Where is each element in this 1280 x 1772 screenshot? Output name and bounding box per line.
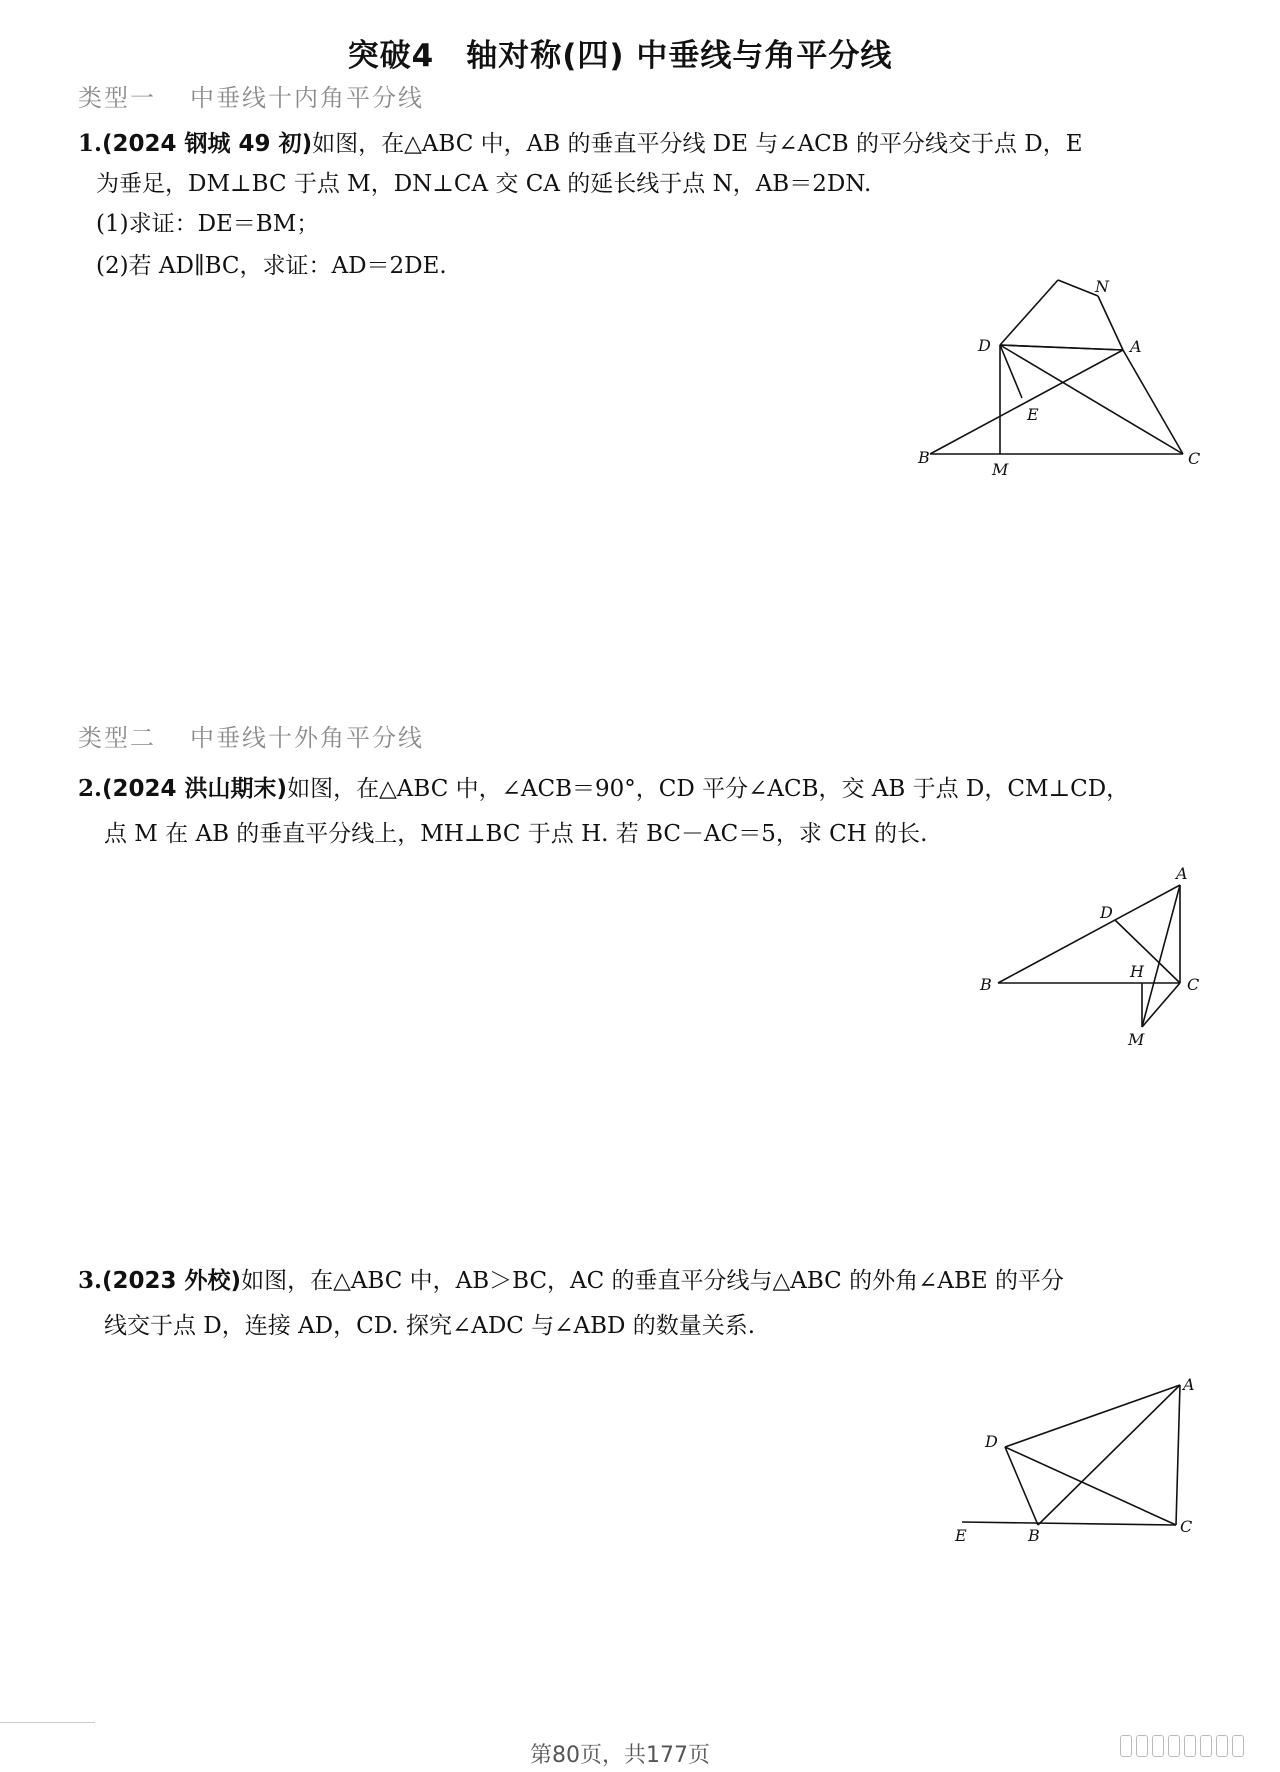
problem-text: 如图，在△ABC 中，∠ACB＝90°，CD 平分∠ACB，交 AB 于点 D，CM⊥CD， bbox=[287, 776, 1130, 802]
segment-d-c bbox=[1005, 1447, 1176, 1525]
label-a: A bbox=[1183, 1375, 1195, 1394]
label-b: B bbox=[918, 448, 930, 467]
segment-d-a bbox=[1005, 1385, 1180, 1447]
section-label: 类型二 bbox=[78, 724, 156, 752]
segment-a-c bbox=[1176, 1385, 1180, 1525]
scan-marks-decoration bbox=[1120, 1735, 1250, 1755]
problem-source: (2024 钢城 49 初) bbox=[102, 131, 313, 157]
label-m: M bbox=[992, 460, 1009, 479]
label-e: E bbox=[955, 1526, 967, 1545]
problem-number: 3. bbox=[78, 1267, 103, 1294]
label-d: D bbox=[1100, 903, 1113, 922]
problem-source: (2023 外校) bbox=[102, 1268, 242, 1294]
label-c: C bbox=[1180, 1517, 1193, 1536]
segment-b-a bbox=[1038, 1385, 1180, 1525]
problem-text: 如图，在△ABC 中，AB＞BC，AC 的垂直平分线与△ABC 的外角∠ABE 的平分 bbox=[241, 1268, 1064, 1294]
problem-text: 如图，在△ABC 中，AB 的垂直平分线 DE 与∠ACB 的平分线交于点 D，E bbox=[312, 131, 1083, 157]
section-label: 类型一 bbox=[78, 84, 156, 112]
label-b: B bbox=[980, 975, 992, 994]
problem-2-line-2: 点 M 在 AB 的垂直平分线上，MH⊥BC 于点 H. 若 BC－AC＝5，求 CH 的长. bbox=[104, 821, 928, 847]
label-e: E bbox=[1027, 405, 1039, 424]
problem-source: (2024 洪山期末) bbox=[102, 776, 288, 802]
problem-number: 1. bbox=[78, 130, 103, 157]
problem-1-sub-1: (1)求证：DE＝BM； bbox=[96, 211, 320, 237]
page-footer: 第80页，共177页 bbox=[530, 1743, 710, 1768]
section-topic: 中垂线十内角平分线 bbox=[190, 84, 424, 112]
segment-d-b bbox=[1005, 1447, 1038, 1525]
problem-1-line-2: 为垂足，DM⊥BC 于点 M，DN⊥CA 交 CA 的延长线于点 N，AB＝2DN. bbox=[96, 171, 872, 197]
label-c: C bbox=[1187, 975, 1200, 994]
page-title: 突破4 轴对称(四) 中垂线与角平分线 bbox=[347, 38, 893, 74]
segment-e-c bbox=[962, 1522, 1176, 1525]
problem-3-line-2: 线交于点 D，连接 AD，CD. 探究∠ADC 与∠ABD 的数量关系. bbox=[104, 1313, 756, 1339]
label-a: A bbox=[1130, 337, 1142, 356]
problem-1-sub-2: (2)若 AD∥BC，求证：AD＝2DE. bbox=[96, 253, 447, 279]
label-c: C bbox=[1188, 449, 1201, 468]
label-b: B bbox=[1028, 1526, 1040, 1545]
label-d: D bbox=[978, 336, 991, 355]
label-m: M bbox=[1128, 1030, 1145, 1049]
problem-number: 2. bbox=[78, 775, 103, 802]
label-n: N bbox=[1095, 277, 1109, 296]
bottom-rule bbox=[0, 1722, 95, 1723]
label-a: A bbox=[1176, 864, 1188, 883]
label-d: D bbox=[985, 1432, 998, 1451]
section-topic: 中垂线十外角平分线 bbox=[190, 724, 424, 752]
label-h: H bbox=[1130, 962, 1144, 981]
